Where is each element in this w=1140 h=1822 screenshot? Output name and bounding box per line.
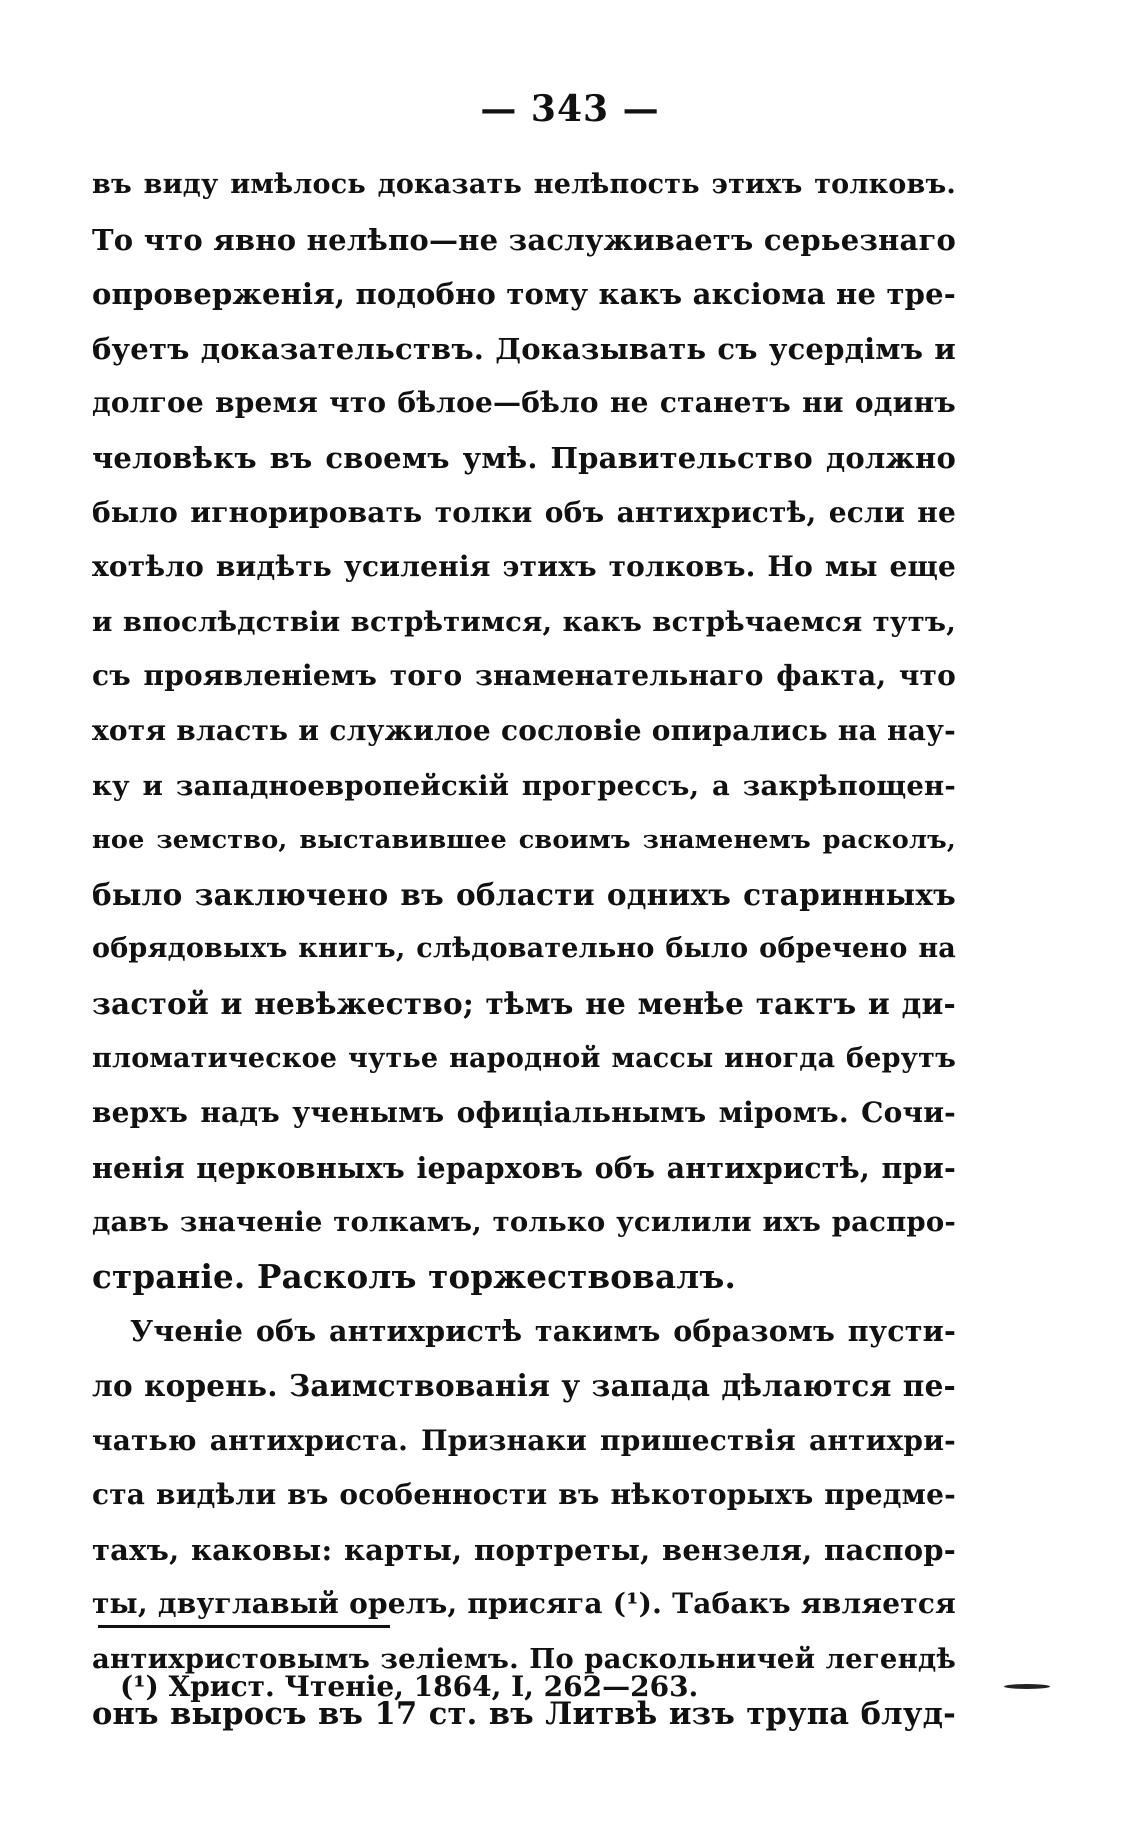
body-text	[92, 158, 956, 1741]
text-line: ное земство, выставившее своимъ знаменемъ расколъ,	[92, 825, 956, 856]
text-line: антихристовымъ зеліемъ. По раскольничей легендѣ	[92, 1643, 956, 1676]
text-line: опроверженія, подобно тому какъ аксіома не тре-	[92, 277, 956, 312]
text-line: обрядовыхъ книгъ, слѣдовательно было обречено на	[92, 933, 956, 965]
page-number: — 343 —	[480, 88, 660, 130]
text-line: и впослѣдствіи встрѣтимся, какъ встрѣчаемся тутъ,	[92, 605, 956, 638]
text-line: человѣкъ въ своемъ умѣ. Правительство должно	[92, 440, 956, 475]
text-line: чатью антихриста. Признаки пришествія антихри-	[92, 1423, 956, 1457]
text-line: хотѣло видѣть усиленія этихъ толковъ. Но мы еще	[92, 550, 956, 584]
text-line: онъ выросъ въ 17 ст. въ Литвѣ изъ трупа блуд-	[92, 1695, 956, 1732]
text-line: ста видѣли въ особенности въ нѣкоторыхъ предме-	[92, 1478, 956, 1512]
ink-smudge	[1004, 1684, 1050, 1689]
text-line: То что явно нелѣпо—не заслуживаетъ серьезнаго	[92, 222, 956, 257]
footnote: (¹) Христ. Чтеніе, 1864, I, 262—263.	[120, 1670, 699, 1703]
text-line: тахъ, каковы: карты, портреты, вензеля, паспор-	[92, 1532, 956, 1567]
text-line: пломатическое чутье народной массы иногда берутъ	[92, 1042, 956, 1074]
text-line: ку и западноевропейскій прогрессъ, а закрѣпощен-	[92, 769, 956, 802]
footnote-divider	[98, 1625, 390, 1628]
text-line: ненія церковныхъ іерарховъ объ антихристѣ, при-	[92, 1150, 956, 1185]
text-line: буетъ доказательствъ. Доказывать съ усердімъ и	[92, 331, 956, 366]
text-line: было заключено въ области однихъ старинныхъ	[92, 876, 956, 912]
text-line: страніе. Расколъ торжествовалъ.	[92, 1256, 736, 1296]
text-line: съ проявленіемъ того знаменательнаго факта, что	[92, 659, 956, 693]
text-line: верхъ надъ ученымъ офиціальнымъ міромъ. Сочи-	[92, 1096, 956, 1130]
text-line: давъ значеніе толкамъ, только усилили ихъ распро-	[92, 1206, 956, 1239]
text-line: было игнорировать толки объ антихристѣ, если не	[92, 495, 956, 529]
text-line: ты, двуглавый орелъ, присяга (¹). Табакъ является	[92, 1587, 956, 1621]
text-line: въ виду имѣлось доказать нелѣпость этихъ толковъ.	[92, 169, 956, 200]
text-line: застой и невѣжество; тѣмъ не менѣе тактъ и ди-	[92, 985, 956, 1021]
text-line: хотя власть и служилое сословіе опирались на нау-	[92, 713, 956, 747]
text-line: Ученіе объ антихристѣ такимъ образомъ пусти-	[130, 1314, 956, 1349]
text-line: ло корень. Заимствованія у запада дѣлаются пе-	[92, 1368, 956, 1404]
text-line: долгое время что бѣлое—бѣло не станетъ ни одинъ	[92, 386, 956, 420]
